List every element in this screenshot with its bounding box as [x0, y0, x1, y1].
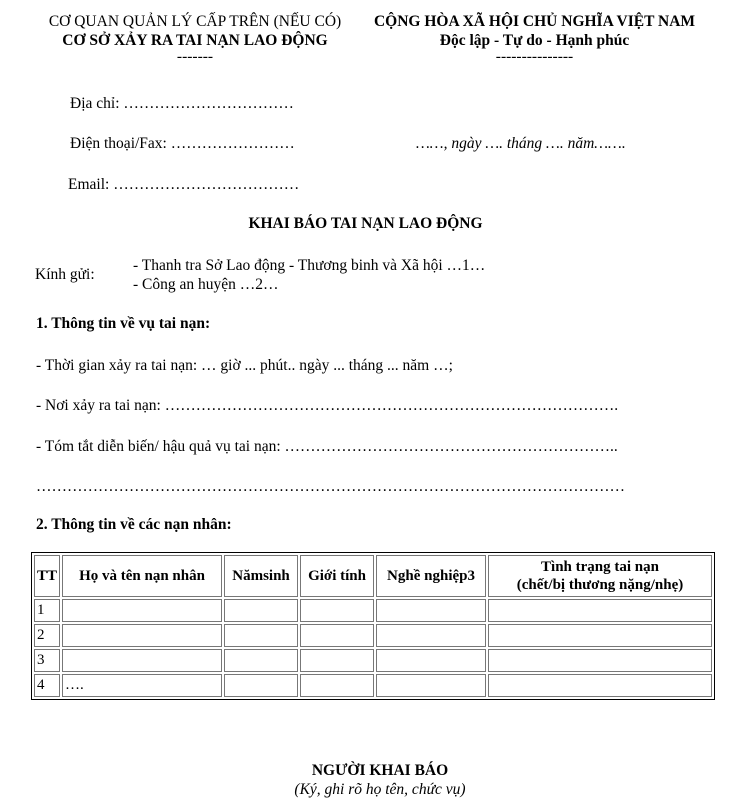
row-name	[62, 624, 222, 647]
row-status	[488, 599, 712, 622]
row-gender	[300, 674, 374, 697]
row-occupation	[376, 674, 486, 697]
document-title: KHAI BÁO TAI NẠN LAO ĐỘNG	[248, 215, 483, 232]
row-tt: 1	[34, 599, 60, 622]
accident-time-line: - Thời gian xảy ra tai nạn: … giờ ... phút.. ngày ... tháng ... năm …;	[36, 357, 453, 374]
row-name: ….	[62, 674, 222, 697]
recipient-line-2: - Công an huyện …2…	[133, 276, 279, 293]
row-tt: 2	[34, 624, 60, 647]
row-birth-year	[224, 674, 298, 697]
country-line: CỘNG HÒA XÃ HỘI CHỦ NGHĨA VIỆT NAM	[373, 13, 696, 30]
table-row	[34, 624, 712, 647]
row-birth-year	[224, 649, 298, 672]
section-1-heading: 1. Thông tin về vụ tai nạn:	[36, 315, 211, 332]
row-status	[488, 649, 712, 672]
phone-line: Điện thoại/Fax: ……………………	[70, 135, 295, 152]
row-status	[488, 624, 712, 647]
left-separator: -------	[176, 48, 214, 65]
col-name: Họ và tên nạn nhân	[62, 555, 222, 597]
row-gender	[300, 649, 374, 672]
accident-place-line: - Nơi xảy ra tai nạn: …………………………………………………………………………….	[36, 397, 619, 414]
row-gender	[300, 624, 374, 647]
table-row	[34, 599, 712, 622]
right-separator: ---------------	[495, 48, 574, 65]
left-header	[30, 12, 360, 64]
row-occupation	[376, 599, 486, 622]
row-occupation	[376, 649, 486, 672]
dotted-line: ……………………………………………………………………………………………………	[36, 478, 625, 495]
col-status-line-2: (chết/bị thương nặng/nhẹ)	[516, 577, 684, 593]
row-tt: 4	[34, 674, 60, 697]
row-name	[62, 649, 222, 672]
right-header	[372, 12, 697, 64]
address-line: Địa chỉ: ……………………………	[70, 95, 294, 112]
accident-summary-line: - Tóm tắt diễn biến/ hậu quả vụ tai nạn: ………………………………………………………..	[36, 438, 618, 455]
email-line: Email: ………………………………	[68, 176, 300, 193]
victims-table	[31, 552, 715, 700]
col-tt: TT	[34, 555, 60, 597]
col-birth-year: Nămsinh	[224, 555, 298, 597]
row-name	[62, 599, 222, 622]
section-2-heading: 2. Thông tin về các nạn nhân:	[36, 516, 232, 533]
signer-note: (Ký, ghi rõ họ tên, chức vụ)	[294, 781, 466, 798]
table-row	[34, 649, 712, 672]
recipient-line-1: - Thanh tra Sở Lao động - Thương binh và Xã hội …1…	[133, 257, 486, 274]
row-birth-year	[224, 624, 298, 647]
col-occupation: Nghề nghiệp3	[376, 555, 486, 597]
table-header-row	[34, 555, 712, 597]
row-status	[488, 674, 712, 697]
motto: Độc lập - Tự do - Hạnh phúc	[439, 32, 630, 49]
facility-line: CƠ SỞ XẢY RA TAI NẠN LAO ĐỘNG	[62, 32, 328, 49]
row-occupation	[376, 624, 486, 647]
recipient-label: Kính gửi:	[35, 266, 95, 283]
table-row	[34, 674, 712, 697]
col-status-line-1: Tình trạng tai nạn	[541, 559, 659, 575]
agency-line: CƠ QUAN QUẢN LÝ CẤP TRÊN (NẾU CÓ)	[48, 13, 342, 30]
col-gender: Giới tính	[300, 555, 374, 597]
row-gender	[300, 599, 374, 622]
signer-title: NGƯỜI KHAI BÁO	[311, 762, 449, 779]
row-tt: 3	[34, 649, 60, 672]
row-birth-year	[224, 599, 298, 622]
col-status	[488, 555, 712, 597]
date-line: ……, ngày …. tháng …. năm…….	[416, 135, 626, 152]
